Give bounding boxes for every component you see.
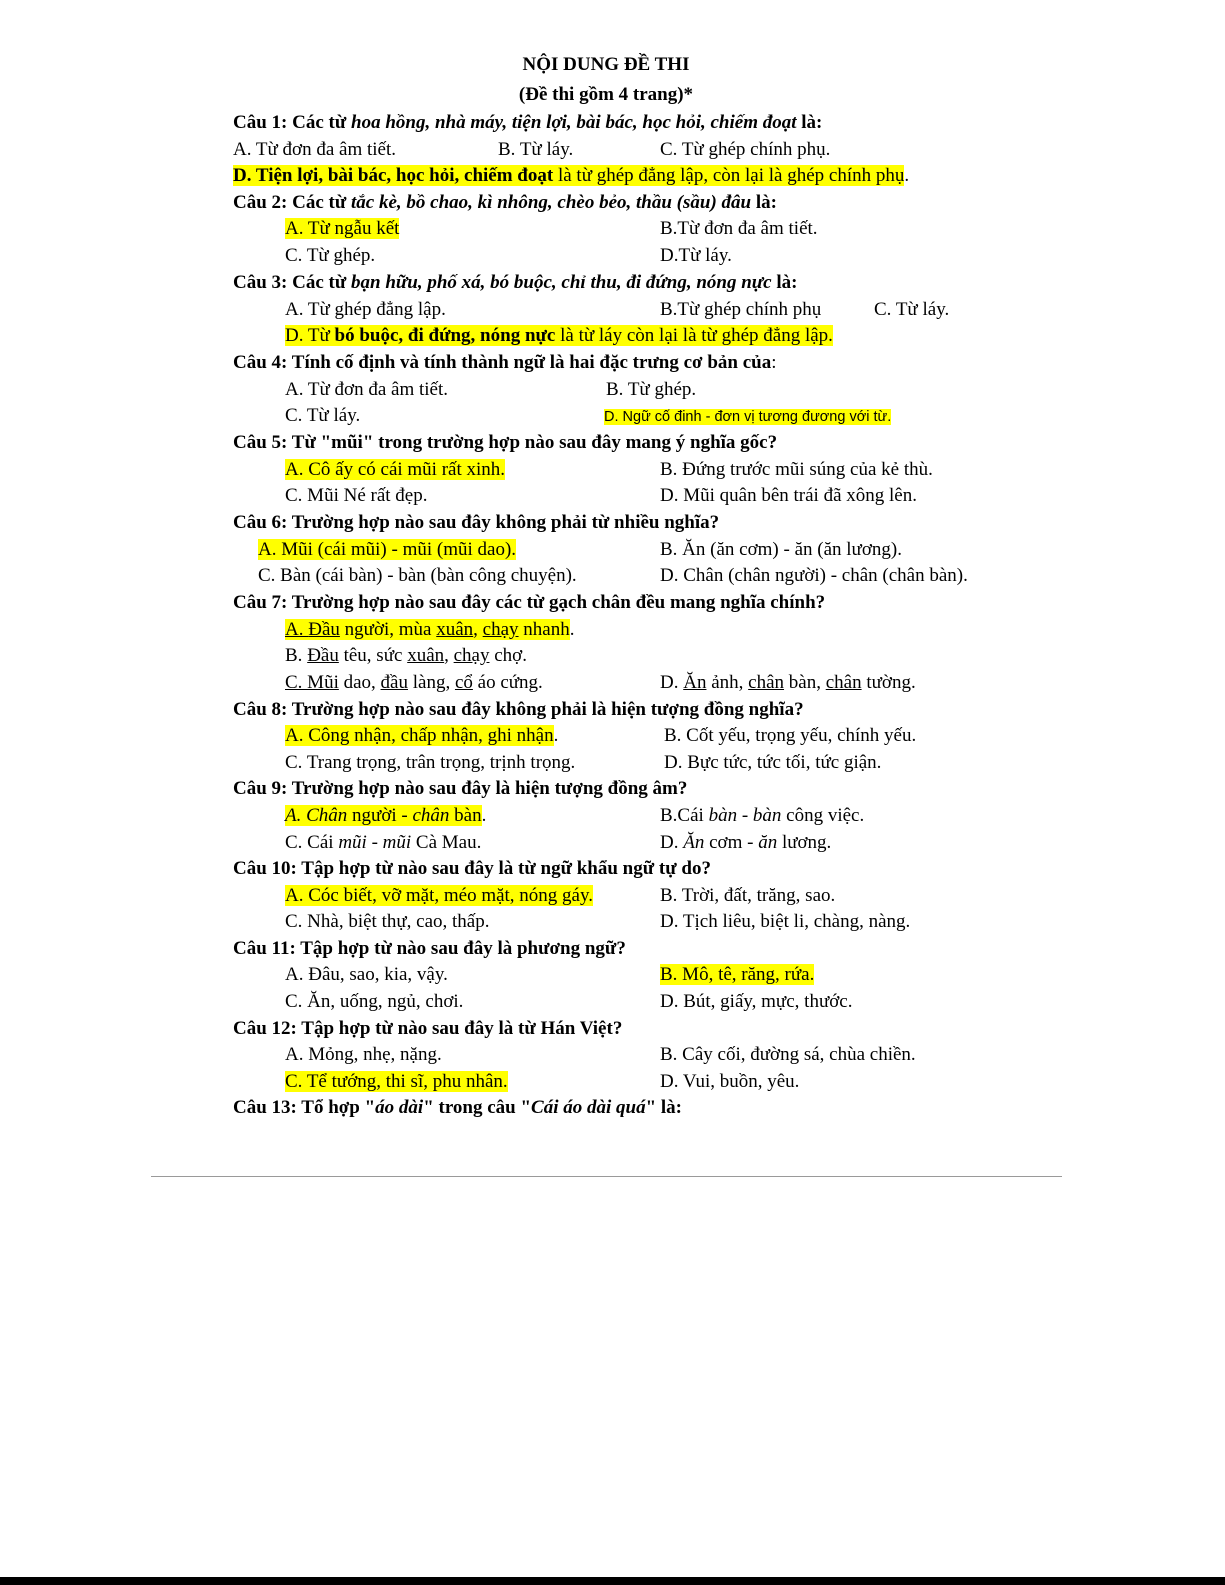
answer-c: C. Bàn (cái bàn) - bàn (bàn công chuyện). <box>258 565 577 586</box>
question-number: Câu 3 <box>233 272 282 293</box>
answer-d-part: tường. <box>861 672 916 693</box>
answer-d-bold: bó buộc, đi đứng, nóng nực <box>334 325 556 346</box>
answer-c <box>285 1069 508 1094</box>
answer-d-part: D. <box>660 672 684 693</box>
answer-b: B. Ăn (ăn cơm) - ăn (ăn lương). <box>660 539 902 560</box>
answer-c <box>285 670 543 695</box>
page-subtitle: (Đề thi gồm 4 trang)* <box>518 84 694 105</box>
answer-d: D. Tiện lợi, bài bác, học hỏi, chiếm đoạt là từ ghép đẳng lập, còn lại là ghép chính phụ. <box>233 165 910 186</box>
answer-d-rest: là từ ghép đẳng lập, còn lại là ghép chính phụ <box>553 165 905 186</box>
underlined-word: xuân <box>407 645 445 666</box>
answer-a: A. Từ đơn đa âm tiết. <box>285 379 448 400</box>
question-text-end: là: <box>751 192 777 213</box>
underlined-word: Đầu <box>308 619 340 640</box>
answer-d-part: ảnh, <box>706 672 749 693</box>
answer-a-text: A. Cô ấy có cái mũi rất xinh. <box>285 459 506 480</box>
question-italic: áo dài <box>375 1097 424 1118</box>
underlined-word: chân <box>825 672 862 693</box>
question-text: Tổ hợp " <box>296 1097 376 1118</box>
answer-a-part: bàn <box>449 805 482 826</box>
answer-b-part: , <box>444 645 454 666</box>
answer-a-end: . <box>569 619 575 640</box>
answer-b-part: chợ. <box>489 645 527 666</box>
bottom-edge <box>0 1577 1225 1585</box>
answer-d: D. Vui, buồn, yêu. <box>660 1071 800 1092</box>
answer-c: C. Nhà, biệt thự, cao, thấp. <box>285 911 490 932</box>
question-text: : Trường hợp nào sau đây không phải từ nhiều nghĩa? <box>281 512 720 533</box>
question-11 <box>233 936 626 961</box>
answer-b: B. Từ ghép. <box>606 379 697 400</box>
question-number: Câu 10: <box>233 858 297 879</box>
answer-b: B. Từ láy. <box>498 139 574 160</box>
question-terms: tắc kè, bồ chao, kì nhông, chèo bẻo, thầu (sầu) đâu <box>351 192 752 213</box>
answer-c-text: C. Tể tướng, thi sĩ, phu nhân. <box>285 1071 508 1092</box>
answer-b-part: công việc. <box>781 805 865 826</box>
answer-b-part: B. <box>285 645 308 666</box>
answer-b <box>660 962 814 987</box>
answer-a <box>285 883 593 908</box>
question-6 <box>233 510 719 535</box>
answer-a <box>258 537 516 562</box>
question-text: Trường hợp nào sau đây không phải là hiện tượng đồng nghĩa? <box>287 699 804 720</box>
answer-a: A. Đâu, sao, kia, vậy. <box>285 964 448 985</box>
question-text-end: là: <box>771 272 798 293</box>
underlined-word: chạy <box>482 619 519 640</box>
answer-a-part: A. <box>285 619 309 640</box>
answer-d <box>660 830 831 855</box>
answer-a <box>285 723 558 748</box>
answer-a <box>285 216 399 241</box>
question-13 <box>233 1095 682 1120</box>
question-number: Câu 11: <box>233 938 296 959</box>
question-12 <box>233 1016 622 1041</box>
question-text: : Các từ <box>281 272 352 293</box>
underlined-word: cổ <box>454 672 473 693</box>
answer-b-text: B. Mô, tê, răng, rứa. <box>660 964 815 985</box>
underlined-word: xuân <box>436 619 474 640</box>
question-7 <box>233 590 825 615</box>
answer-a-text: A. Công nhận, chấp nhận, ghi nhận <box>285 725 554 746</box>
question-text: Trường hợp nào sau đây các từ gạch chân đều mang nghĩa chính? <box>287 592 826 613</box>
answer-c <box>285 830 481 855</box>
question-text: : Từ "mũi" trong trường hợp nào sau đây mang ý nghĩa gốc? <box>281 432 778 453</box>
question-text: Tập hợp từ nào sau đây là phương ngữ? <box>295 938 626 959</box>
answer-d-text: D. Ngữ cố đinh - đơn vị tương đương với từ. <box>604 409 892 425</box>
question-number: Câu 13: <box>233 1097 297 1118</box>
underlined-word: Ăn <box>683 672 707 693</box>
answer-c-italic: mũi - mũi <box>338 832 412 853</box>
question-number: Câu 8: <box>233 699 288 720</box>
answer-d-bold: D. Tiện lợi, bài bác, học hỏi, chiếm đoạt <box>233 165 554 186</box>
answer-a-end: . <box>481 805 487 826</box>
answer-c: C. Mũi Né rất đẹp. <box>285 485 428 506</box>
question-8 <box>233 697 804 722</box>
question-italic: Cái áo dài quá <box>531 1097 646 1118</box>
question-text: Tập hợp từ nào sau đây là từ Hán Việt? <box>296 1018 623 1039</box>
page-title: NỘI DUNG ĐỀ THI <box>522 54 690 75</box>
question-number: Câu 6 <box>233 512 282 533</box>
answer-b-part: têu, sức <box>338 645 408 666</box>
question-text-end: : <box>771 352 777 373</box>
answer-c-part: C. Cái <box>285 832 339 853</box>
answer-b <box>660 803 864 828</box>
answer-b: B. Trời, đất, trăng, sao. <box>660 885 836 906</box>
answer-c: C. Từ ghép chính phụ. <box>660 139 831 160</box>
answer-b-italic: bàn - bàn <box>708 805 782 826</box>
question-4 <box>233 350 777 375</box>
underlined-word: Đầu <box>307 645 339 666</box>
answer-d: D. Chân (chân người) - chân (chân bàn). <box>660 565 968 586</box>
question-terms: bạn hữu, phố xá, bó buộc, chỉ thu, đi đứng, nóng nực <box>351 272 772 293</box>
question-text: : Tính cố định và tính thành ngữ là hai đặc trưng cơ bản của <box>281 352 772 373</box>
answer-b: B. Đứng trước mũi súng của kẻ thù. <box>660 459 933 480</box>
question-text: : Các từ <box>281 192 352 213</box>
answer-c-part: Cà Mau. <box>411 832 482 853</box>
question-2 <box>233 190 777 215</box>
answer-b: B. Cây cối, đường sá, chùa chiền. <box>660 1044 916 1065</box>
question-number: Câu 5 <box>233 432 282 453</box>
answer-a-part: người, mùa <box>339 619 437 640</box>
answer-a <box>285 617 574 642</box>
answer-d-pre: D. Từ <box>285 325 335 346</box>
answer-d <box>660 670 916 695</box>
answer-d <box>285 323 833 348</box>
answer-d-italic: ăn <box>758 832 778 853</box>
answer-b-part: B.Cái <box>660 805 709 826</box>
answer-a-italic: chân <box>412 805 450 826</box>
answer-d: D. Mũi quân bên trái đã xông lên. <box>660 485 917 506</box>
answer-a-part: nhanh <box>518 619 570 640</box>
answer-a <box>285 457 505 482</box>
answer-a-text: A. Cóc biết, vỡ mặt, méo mặt, nóng gáy. <box>285 885 594 906</box>
answer-a-end: . <box>553 725 559 746</box>
answer-b: B.Từ ghép chính phụ <box>660 299 822 320</box>
question-9 <box>233 776 687 801</box>
answer-d-part: bàn, <box>784 672 826 693</box>
question-number: Câu 1 <box>233 112 282 133</box>
answer-a-part: người - <box>347 805 413 826</box>
answer-a: A. Mỏng, nhẹ, nặng. <box>285 1044 442 1065</box>
answer-d-part: lương. <box>777 832 832 853</box>
answer-a <box>285 803 486 828</box>
question-5 <box>233 430 777 455</box>
question-number: Câu 12: <box>233 1018 297 1039</box>
question-terms: hoa hồng, nhà máy, tiện lợi, bài bác, học hỏi, chiếm đoạt <box>351 112 797 133</box>
question-text: Trường hợp nào sau đây là hiện tượng đồng âm? <box>287 778 688 799</box>
underlined-word: chạy <box>453 645 490 666</box>
question-number: Câu 4 <box>233 352 282 373</box>
underlined-word: chân <box>748 672 785 693</box>
answer-a-text: A. Mũi (cái mũi) - mũi (mũi dao). <box>258 539 517 560</box>
answer-a-part: , <box>473 619 483 640</box>
answer-d: D. Tịch liêu, biệt li, chàng, nàng. <box>660 911 911 932</box>
question-text: Tập hợp từ nào sau đây là từ ngữ khẩu ngữ tự do? <box>296 858 711 879</box>
answer-d: D. Bực tức, tức tối, tức giận. <box>664 752 882 773</box>
answer-a-text: A. Từ ngẫu kết <box>285 218 400 239</box>
question-text-end: là: <box>796 112 823 133</box>
underlined-word: đầu <box>380 672 408 693</box>
answer-d <box>604 403 891 430</box>
answer-d: D. Bút, giấy, mực, thước. <box>660 991 853 1012</box>
answer-c: C. Từ láy. <box>285 405 361 426</box>
answer-c: C. Từ láy. <box>874 299 950 320</box>
question-10 <box>233 856 711 881</box>
answer-d: D.Từ láy. <box>660 245 732 266</box>
answer-a: A. Từ đơn đa âm tiết. <box>233 139 396 160</box>
answer-c-part: dao, <box>338 672 381 693</box>
answer-a: A. Từ ghép đẳng lập. <box>285 299 446 320</box>
answer-d-italic: Ăn <box>683 832 705 853</box>
answer-b: B.Từ đơn đa âm tiết. <box>660 218 818 239</box>
answer-b <box>285 643 527 668</box>
question-1 <box>233 110 822 135</box>
question-3 <box>233 270 797 295</box>
answer-c: C. Trang trọng, trân trọng, trịnh trọng. <box>285 752 576 773</box>
answer-b: B. Cốt yếu, trọng yếu, chính yếu. <box>664 725 917 746</box>
question-number: Câu 2 <box>233 192 282 213</box>
question-text: : Các từ <box>281 112 352 133</box>
underlined-word: C. Mũi <box>285 672 339 693</box>
question-number: Câu 9: <box>233 778 288 799</box>
answer-d-rest: là từ láy còn lại là từ ghép đẳng lập. <box>555 325 833 346</box>
question-text: " trong câu " <box>423 1097 532 1118</box>
answer-d-part: cơm - <box>704 832 759 853</box>
answer-a-italic: A. Chân <box>285 805 348 826</box>
answer-c: C. Ăn, uống, ngủ, chơi. <box>285 991 464 1012</box>
question-text: " là: <box>645 1097 683 1118</box>
answer-c: C. Từ ghép. <box>285 245 376 266</box>
question-number: Câu 7: <box>233 592 288 613</box>
answer-c-part: làng, <box>407 672 455 693</box>
answer-c-part: áo cứng. <box>472 672 543 693</box>
answer-d-part: D. <box>660 832 684 853</box>
page-divider <box>151 1176 1062 1177</box>
